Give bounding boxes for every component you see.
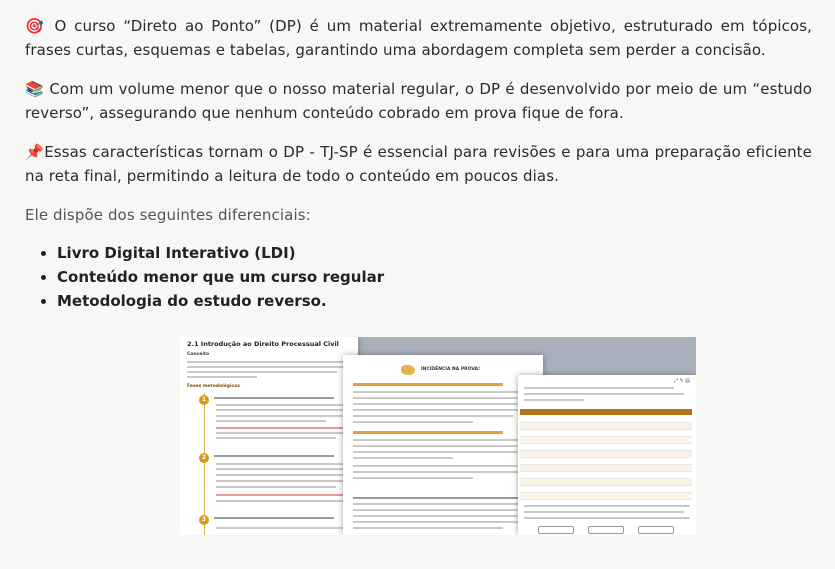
text-line (524, 505, 690, 507)
text-line (353, 515, 531, 517)
text-line (216, 463, 352, 465)
text-line (353, 397, 533, 399)
text-line (216, 527, 346, 529)
preview-section-heading: Conceito (187, 352, 210, 357)
text-line (216, 427, 352, 429)
text-line (524, 511, 684, 513)
table-row (520, 486, 692, 493)
paragraph-text: Com um volume menor que o nosso material regular, o DP é desenvolvido por meio de um “estudo reverso”, assegurando que nenhum conteúdo cobrado em prova fique de fora. (25, 80, 812, 122)
text-line (353, 471, 529, 473)
step-badge: 2 (199, 453, 209, 463)
text-line (524, 399, 584, 401)
page-button (638, 526, 674, 534)
text-line (353, 503, 533, 505)
text-line (216, 420, 326, 422)
table-row (520, 479, 692, 486)
text-line (353, 403, 535, 405)
table-row (520, 423, 692, 430)
list-item: • Conteúdo menor que um curso regular (57, 265, 812, 289)
exam-incidence-badge (391, 363, 495, 377)
step-badge: 3 (199, 515, 209, 525)
text-line (216, 415, 352, 417)
text-line (353, 415, 513, 417)
table-row (520, 430, 692, 437)
table-row (520, 465, 692, 472)
text-line (214, 517, 334, 519)
text-line (353, 465, 535, 467)
text-line (216, 432, 346, 434)
preview-page-lesson (180, 337, 358, 535)
paragraph-text: O curso “Direto ao Ponto” (DP) é um material extremamente objetivo, estruturado em tópicos, frases curtas, esquemas e tabelas, garantindo uma abordagem completa sem perder a concisão. (25, 17, 812, 59)
pushpin-icon: 📌 (25, 143, 45, 161)
text-line (353, 421, 473, 423)
text-line (216, 468, 346, 470)
text-line (216, 500, 348, 502)
table-row (520, 493, 692, 500)
text-line (214, 455, 334, 457)
list-item: • Metodologia do estudo reverso. (57, 289, 812, 313)
list-item: • Livro Digital Interativo (LDI) (57, 241, 812, 265)
text-line (216, 474, 352, 476)
step-badge: 1 (199, 395, 209, 405)
preview-section-heading: Fases metodológicas (187, 384, 240, 389)
text-line (353, 409, 529, 411)
text-line (216, 437, 336, 439)
features-list (25, 241, 812, 313)
text-line (187, 376, 257, 378)
table-header (520, 409, 692, 415)
text-line (216, 404, 352, 406)
preview-title: 2.1 Introdução ao Direito Processual Civil (187, 340, 339, 348)
text-line (353, 445, 533, 447)
books-icon: 📚 (25, 80, 45, 98)
paragraph-characteristics (25, 140, 812, 188)
highlight-line (353, 383, 503, 386)
timeline-line (204, 393, 205, 535)
preview-page-table (518, 375, 696, 535)
text-line (353, 527, 503, 529)
text-line (353, 521, 535, 523)
text-line (187, 371, 337, 373)
text-line (353, 439, 535, 441)
mascot-icon (401, 365, 415, 375)
target-icon: 🎯 (25, 17, 47, 35)
badge-label: INCIDÊNCIA NA PROVA! (421, 367, 481, 372)
page-tools-icons: ⤢ ✎ ▤ (673, 378, 690, 384)
highlight-line (353, 431, 503, 434)
text-line (353, 451, 535, 453)
text-line (214, 397, 334, 399)
text-line (216, 409, 346, 411)
page-button (538, 526, 574, 534)
page-button (588, 526, 624, 534)
paragraph-text: Essas características tornam o DP - TJ-SP é essencial para revisões e para uma preparação eficiente na reta final, permitindo a leitura de todo o conteúdo em poucos dias. (25, 143, 812, 185)
table-row (520, 458, 692, 465)
text-line (524, 517, 690, 519)
text-line (187, 361, 347, 363)
text-line (216, 480, 348, 482)
text-line (353, 509, 535, 511)
features-intro: Ele dispõe dos seguintes diferenciais: (25, 206, 311, 224)
material-preview-image (180, 337, 696, 535)
table-row (520, 451, 692, 458)
text-line (524, 393, 684, 395)
table-row (520, 472, 692, 479)
text-line (524, 387, 674, 389)
paragraph-volume (25, 77, 812, 125)
text-line (353, 457, 453, 459)
table-row (520, 444, 692, 451)
text-line (353, 497, 535, 499)
text-line (353, 477, 473, 479)
preview-page-exam-tips (343, 355, 543, 535)
paragraph-course-description (25, 14, 812, 62)
text-line (353, 391, 535, 393)
text-line (187, 366, 345, 368)
table-row (520, 416, 692, 423)
text-line (216, 486, 336, 488)
text-line (216, 494, 352, 496)
table-row (520, 437, 692, 444)
